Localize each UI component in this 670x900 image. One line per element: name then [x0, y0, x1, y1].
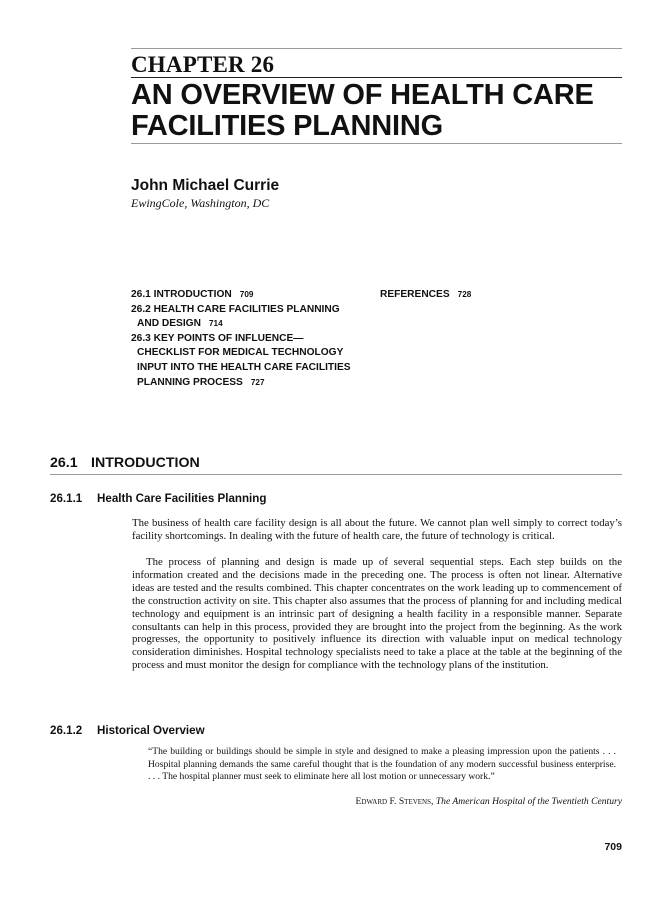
- toc-entry-line: [380, 288, 471, 303]
- table-of-contents-left: [131, 288, 381, 390]
- toc-entry-line: [131, 288, 381, 303]
- toc-page-number: 709: [239, 290, 254, 299]
- toc-entry-text: 26.2 HEALTH CARE FACILITIES PLANNING: [131, 303, 340, 315]
- toc-entry-line: [131, 303, 381, 318]
- section-rule: [50, 474, 622, 475]
- page-number: 709: [604, 841, 622, 853]
- chapter-title: AN OVERVIEW OF HEALTH CARE FACILITIES PLANNING: [131, 79, 594, 142]
- subsection-number: 26.1.1: [50, 492, 83, 505]
- title-bottom-rule: [131, 143, 622, 144]
- header-top-rule: [131, 48, 622, 49]
- section-number: 26.1: [50, 455, 78, 471]
- toc-entry-text: REFERENCES: [380, 289, 450, 300]
- toc-entry-line: [131, 361, 381, 376]
- toc-entry-text: 26.3 KEY POINTS OF INFLUENCE—: [131, 332, 304, 344]
- author-affiliation: EwingCole, Washington, DC: [131, 196, 270, 210]
- toc-entry-line: [131, 317, 381, 332]
- chapter-rule: [131, 77, 622, 78]
- subsection-title: Historical Overview: [97, 724, 205, 737]
- paragraph: The process of planning and design is made up of several sequential steps. Each step builds on the information created and the decisions made in the preceding one. The process is often not linear. Alternative ideas are tested and the results combined. This chapter concentrates on the work leading up to commencement of the construction activity on site. This chapter also assumes that the process of planning for and including medical technology and equipment is an intrinsic part of designing a health facility in a responsible manner. Separate consultants can help in this process, provided they are brought into the project from the beginning. As the work progresses, the opportunity to positively influence its direction with valuable input on medical technology consideration diminishes. Hospital technology specialists need to take a place at the table at the beginning of the process and must monitor the design for compliance with the technology plans of the institution.: [132, 556, 622, 672]
- toc-entry-text: AND DESIGN: [137, 318, 201, 330]
- toc-page-number: 727: [250, 377, 265, 387]
- section-heading: [50, 455, 200, 471]
- toc-page-number: 728: [457, 290, 472, 299]
- toc-entry-text: INPUT INTO THE HEALTH CARE FACILITIES: [137, 361, 351, 373]
- toc-entry-text: 26.1 INTRODUCTION: [131, 289, 232, 300]
- toc-entry-line: [131, 346, 381, 361]
- author-name: John Michael Currie: [131, 177, 280, 194]
- toc-entry-line: [131, 332, 381, 347]
- quote-source: The American Hospital of the Twentieth Century: [435, 796, 622, 807]
- subsection-heading: [50, 492, 266, 505]
- section-title: INTRODUCTION: [91, 455, 200, 471]
- epigraph-quote: “The building or buildings should be simple in style and designed to make a pleasing impression upon the patients . . . Hospital planning demands the same careful thought that is the foundation of any modern successful business enterprise. . . . The hospital planner must seek to eliminate here all lost motion or unnecessary work.”: [148, 746, 616, 783]
- toc-entry-text: CHECKLIST FOR MEDICAL TECHNOLOGY: [137, 347, 344, 359]
- subsection-title: Health Care Facilities Planning: [97, 492, 267, 505]
- chapter-label: CHAPTER 26: [131, 52, 275, 77]
- toc-entry-text: PLANNING PROCESS: [137, 376, 243, 388]
- table-of-contents-right: [380, 288, 471, 303]
- quote-author: Edward F. Stevens: [355, 796, 432, 807]
- toc-page-number: 714: [208, 319, 223, 329]
- paragraph: The business of health care facility design is all about the future. We cannot plan well simply to correct today’s facility shortcomings. In dealing with the future of health care, the future of technology is critical.: [132, 517, 622, 542]
- epigraph-attribution: Edward F. Stevens, The American Hospital of the Twentieth Century: [355, 796, 622, 807]
- toc-entry-line: [131, 376, 381, 391]
- subsection-number: 26.1.2: [50, 724, 83, 737]
- subsection-heading: [50, 724, 205, 737]
